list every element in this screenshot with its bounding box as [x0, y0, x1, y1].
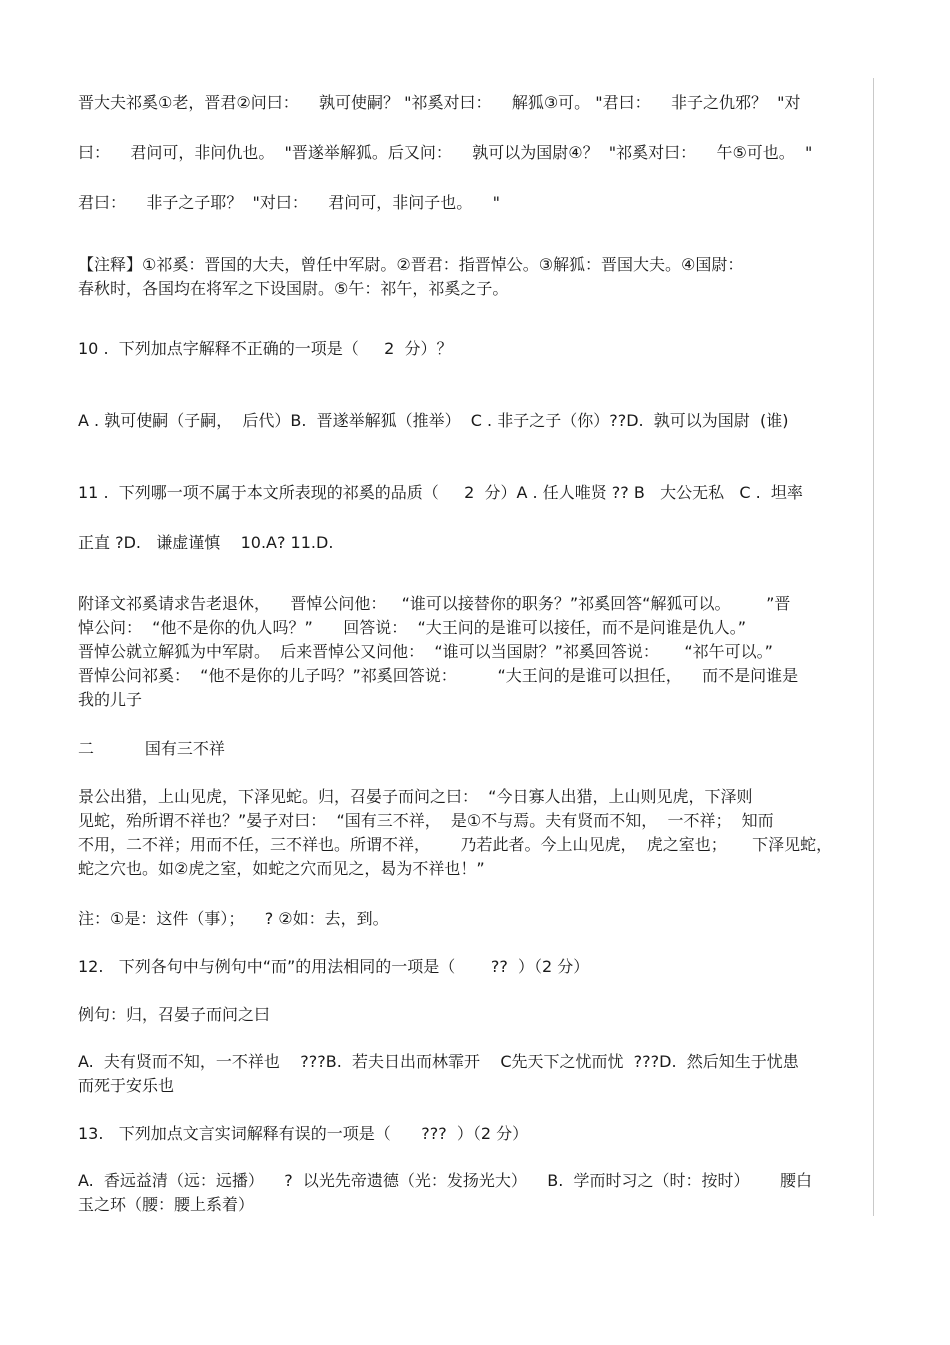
passage2-line-3: 不用，二不祥；用而不任，三不祥也。所谓不祥， 乃若此者。今上山见虎， 虎之室也； 下泽见蛇，	[78, 835, 833, 854]
passage1-line-2: 曰： 君问可，非问仇也。 "晋遂举解狐。后又问： 孰可以为国尉④？ "祁奚对曰： 午⑤可也。 "	[78, 143, 813, 162]
passage1-line-1: 晋大夫祁奚①老，晋君②问曰： 孰可使嗣？ "祁奚对曰： 解狐③可。 "君曰： 非子之仇邪？ "对	[78, 93, 801, 112]
q13-options-line-1: A. 香远益清（远：远播） ? 以光先帝遗德（光：发扬光大） B. 学而时习之（时：按时） 腰白	[78, 1171, 813, 1190]
q12-example: 例句：归，召晏子而问之曰	[78, 1005, 271, 1024]
q11-line-2: 正直 ?D. 谦虚谨慎 10.A? 11.D.	[78, 533, 334, 552]
translation-line-3: 晋悼公就立解狐为中军尉。 后来晋悼公又问他： “谁可以当国尉？”祁奚回答说： “祁午可以。”	[78, 642, 773, 661]
notes2-line: 注：①是：这件（事）； ? ②如：去，到。	[78, 909, 389, 928]
q10-options: A . 孰可使嗣（子嗣， 后代）B. 晋遂举解狐（推举） C . 非子之子（你）??D. 孰可以为国尉 (谁)	[78, 411, 789, 430]
passage1-line-3: 君曰： 非子之子耶？ "对曰： 君问可，非问子也。 "	[78, 193, 500, 212]
notes1-line-2: 春秋时，各国均在将军之下设国尉。⑤午：祁午，祁奚之子。	[78, 279, 509, 298]
q12-stem: 12. 下列各句中与例句中“而”的用法相同的一项是（ ?? ）（2 分）	[78, 957, 590, 976]
q13-stem: 13. 下列加点文言实词解释有误的一项是（ ??? ）（2 分）	[78, 1124, 529, 1143]
q13-options-line-2: 玉之环（腰：腰上系着）	[78, 1195, 255, 1214]
notes1-line-1: 【注释】①祁奚：晋国的大夫，曾任中军尉。②晋君：指晋悼公。③解狐：晋国大夫。④国尉：	[78, 255, 744, 274]
passage2-line-1: 景公出猎，上山见虎，下泽见蛇。归，召晏子而问之曰： “今日寡人出猎，上山则见虎，下泽则	[78, 787, 753, 806]
q12-options-line-2: 而死于安乐也	[78, 1076, 175, 1095]
q11-line-1: 11 . 下列哪一项不属于本文所表现的祁奚的品质（ 2 分）A . 任人唯贤 ?? B 大公无私 C . 坦率	[78, 483, 803, 502]
translation-line-2: 悼公问： “他不是你的仇人吗？” 回答说： “大王问的是谁可以接任，而不是问谁是仇人。”	[78, 618, 747, 637]
translation-line-4: 晋悼公问祁奚： “他不是你的儿子吗？”祁奚回答说： “大王问的是谁可以担任， 而不是问谁是	[78, 666, 799, 685]
page-right-border	[873, 78, 874, 1216]
translation-line-5: 我的儿子	[78, 690, 143, 709]
passage2-line-2: 见蛇，殆所谓不祥也？”晏子对曰： “国有三不祥， 是①不与焉。夫有贤而不知， 一不祥； 知而	[78, 811, 774, 830]
section2-heading: 二 国有三不祥	[78, 739, 225, 758]
passage2-line-4: 蛇之穴也。如②虎之室，如蛇之穴而见之，曷为不祥也！”	[78, 859, 485, 878]
translation-line-1: 附译文祁奚请求告老退休， 晋悼公问他： “谁可以接替你的职务？”祁奚回答“解狐可以。 ”晋	[78, 594, 791, 613]
q12-options-line-1: A. 夫有贤而不知，一不祥也 ???B. 若夫日出而林霏开 C先天下之忧而忧 ???D. 然后知生于忧患	[78, 1052, 799, 1071]
q10-stem: 10 . 下列加点字解释不正确的一项是（ 2 分）？	[78, 339, 453, 358]
